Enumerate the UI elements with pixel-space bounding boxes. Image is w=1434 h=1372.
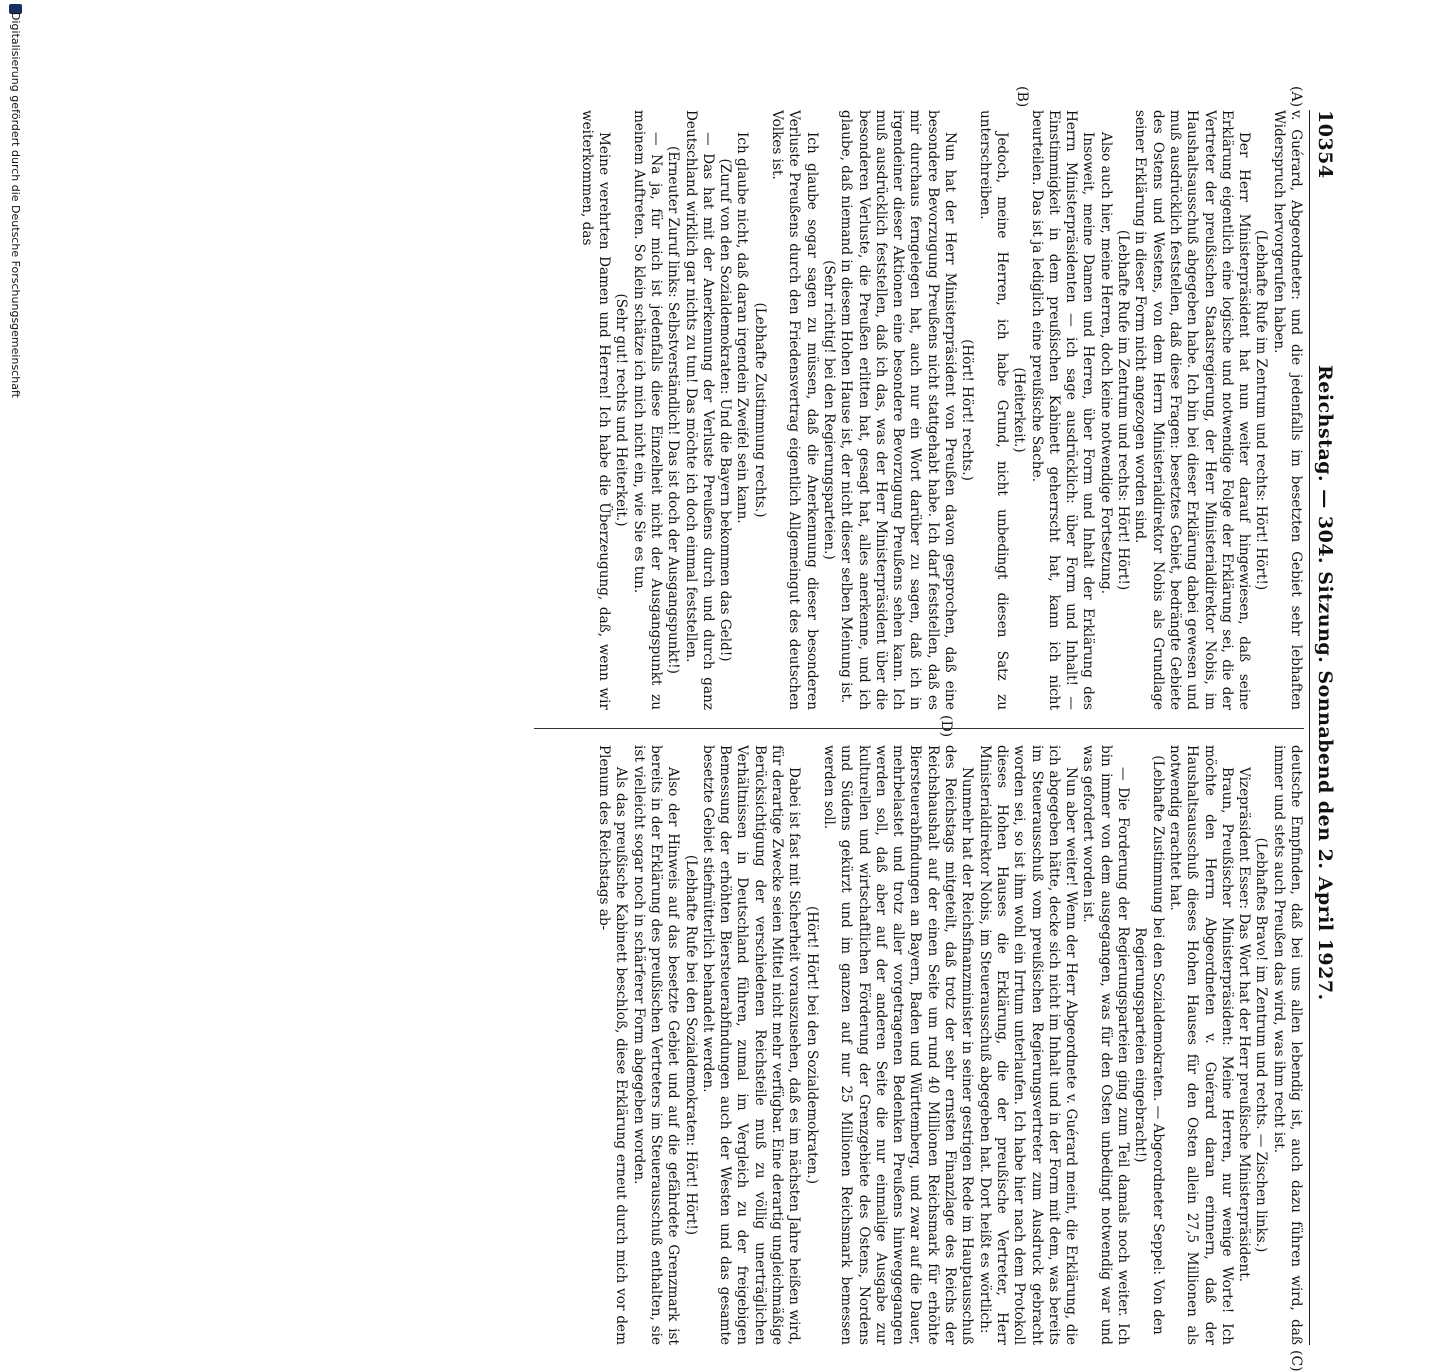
paragraph: Ich glaube sogar sagen zu müssen, daß die Anerkennung dieser besonderen Verluste Preußens durch den Friedensvertrag eigentlich Allgemeingut des deutschen Volkes ist. bbox=[769, 110, 820, 710]
margin-marker-a: (A) bbox=[1288, 86, 1304, 108]
paragraph: Also der Hinweis auf das besetzte Gebiet und auf die gefährdete Grenzmark ist bereits in der Erklärung des preußischen Vertreters im Steuerausschuß enthalten, sie ist vielleicht sogar noch in schärferer Form abgegeben worden. bbox=[630, 745, 682, 1345]
credit-text: Digitalisierung gefördert durch die Deutsche Forschungsgemeinschaft bbox=[9, 12, 22, 398]
paragraph: — Das hat mit der Anerkennung der Verluste Preußens durch und durch ganz Deutschland wirklich gar nichts zu tun! Das möchte ich doch einmal feststellen. bbox=[682, 110, 716, 710]
interjection: (Hört! Hört! bei den Sozialdemokraten.) bbox=[803, 905, 820, 1185]
margin-marker-c: (C) bbox=[1288, 1350, 1304, 1372]
paragraph: Als das preußische Kabinett beschloß, diese Erklärung erneut durch mich vor dem Plenum des Reichstags ab- bbox=[596, 745, 630, 1345]
page-header bbox=[1309, 110, 1338, 1345]
margin-marker-b: (B) bbox=[1014, 86, 1030, 108]
paragraph: Braun, Preußischer Ministerpräsident: Meine Herren, nur wenige Worte! Ich möchte den Herrn Abgeordneten v. Guérard daran erinnern, daß der Haushaltsausschuß dieses Hohen Hauses für den Osten allein 27,5 Millionen als notwendig erachtet hat. bbox=[1166, 745, 1235, 1345]
paragraph: Also auch hier, meine Herren, doch keine notwendige Fortsetzung. bbox=[1097, 132, 1114, 595]
interjection: (Lebhafte Rufe im Zentrum und rechts: Hört! Hört!) bbox=[1115, 229, 1132, 591]
left-column bbox=[534, 110, 1304, 710]
interjection: (Lebhafte Rufe bei den Sozialdemokraten: Hört! Hört!) bbox=[682, 854, 699, 1236]
paragraph: Nun hat der Herr Ministerpräsident von Preußen davon gesprochen, daß eine besondere Bevorzugung Preußens nicht stattgehabt habe. Ich darf feststellen, daß es mir durchaus ferngelegen hat, auch nur ein Wort darüber zu sagen, daß ich in irgendeiner dieser Aktionen eine besondere Bevorzugung Preußens sehen kann. Ich muß ausdrücklich feststellen, daß ich das, was der Herr Ministerpräsident über die besonderen Verluste, die Preußen erlitten hat, gesagt hat, alles anerkenne, und ich glaube, daß niemand in diesem Hohen Hause ist, der nicht dieser selben Meinung ist. bbox=[838, 110, 959, 710]
interjection: (Heiterkeit.) bbox=[1011, 367, 1028, 453]
interjection: (Lebhafte Rufe im Zentrum und rechts: Hört! Hört!) bbox=[1253, 229, 1270, 591]
interjection: (Sehr gut! rechts und Heiterkeit.) bbox=[613, 293, 630, 527]
right-column bbox=[534, 745, 1304, 1345]
interjection: (Lebhaftes Bravo! im Zentrum und rechts. — Zischen links.) bbox=[1253, 837, 1270, 1253]
column-divider bbox=[534, 728, 1304, 729]
quotation: Dabei ist fast mit Sicherheit vorauszusehen, daß es im nächsten Jahre heißen wird, für derartige Zwecke seien Mittel nicht mehr verfügbar. Eine derartig ungleichmäßige Berücksichtigung der verschiedenen Reichsteile muß zu völlig unerträglichen Verhältnissen in Deutschland führen, zumal im Vergleich zu der freigebigen Bemessung der erhöhten Biersteuerabfindungen auch der Westen und das gesamte besetzte Gebiet stiefmütterlich behandelt werden. bbox=[699, 745, 803, 1345]
paragraph: Ich glaube nicht, daß daran irgendein Zweifel sein kann. bbox=[734, 132, 751, 524]
interjection: (Erneuter Zuruf links: Selbstverständlich! Das ist doch der Ausgangspunkt!) bbox=[665, 146, 682, 674]
interjection: (Lebhafte Zustimmung bei den Sozialdemokraten. — Abgeordneter Seppel: Von den Regierungsparteien eingebracht!) bbox=[1132, 755, 1166, 1335]
interjection: (Lebhafte Zustimmung rechts.) bbox=[751, 302, 768, 518]
paragraph: Der Herr Ministerpräsident hat nun weiter darauf hingewiesen, daß seine Erklärung eigentlich eine logische und notwendige Folge der Erklärung sei, die der Vertreter der preußischen Staatsregierung, der Herr Ministerialdirektor Nobis, im Haushaltsausschuß abgegeben habe. Ich bin bei dieser Erklärung dabei gewesen und muß ausdrücklich feststellen, daß diese Fragen: besetztes Gebiet, bedrängte Gebiete des Ostens und Westens, von dem Herrn Ministerialdirektor Nobis als Grundlage seiner Erklärung in dieser Form nicht angezogen worden sind. bbox=[1132, 110, 1253, 710]
quotation: Nunmehr hat der Reichsfinanzminister in seiner gestrigen Rede im Hauptausschuß des Reichstags mitgeteilt, daß trotz der sehr ernsten Finanzlage des Reichs der Reichshaushalt auf der einen Seite um rund 40 Millionen Reichsmark für erhöhte Biersteuerabfindungen an Bayern, Baden und Württemberg, und zwar auf die Dauer, mehrbelastet und trotz aller vorgetragenen Bedenken Preußens hinweggegangen werden soll, daß aber auf der anderen Seite die nur einmalige Ausgabe zur kulturellen und wirtschaftlichen Förderung der Grenzgebiete des Ostens, Nordens und Südens gekürzt und im ganzen auf nur 25 Millionen Reichsmark bemessen werden soll. bbox=[820, 745, 976, 1345]
paragraph: Insoweit, meine Damen und Herren, über Form und Inhalt der Erklärung des Herrn Ministerpräsidenten — ich sage ausdrücklich: über Form und Inhalt! — Einstimmigkeit in dem preußischen Kabinett geherrscht hat, kann ich nicht beurteilen. Das ist ja lediglich eine preußische Sache. bbox=[1028, 110, 1097, 710]
paragraph: — Die Forderung der Regierungsparteien ging zum Teil damals noch weiter. Ich bin immer von dem ausgegangen, was für den Osten unbedingt notwendig war und was gefordert worden ist. bbox=[1080, 745, 1132, 1345]
paragraph: Meine verehrten Damen und Herren! Ich habe die Überzeugung, daß, wenn wir weiterkommen, das bbox=[578, 110, 613, 710]
paragraph: Jedoch, meine Herren, ich habe Grund, nicht unbedingt diesen Satz zu unterschreiben. bbox=[976, 110, 1010, 710]
interjection: (Sehr richtig! bei den Regierungsparteien.) bbox=[820, 260, 837, 560]
paragraph: Nun aber weiter! Wenn der Herr Abgeordnete v. Guérard meint, die Erklärung, die ich abgegeben hätte, decke sich nicht im Inhalt und in der Form mit dem, was bereits im Steuerausschuß vom preußischen Regierungsvertreter zum Ausdruck gebracht worden sei, so ist ihm wohl ein Irrtum unterlaufen. Ich habe hier nach dem Protokoll dieses Hohen Hauses die Erklärung, die der preußische Vertreter, Herr Ministerialdirektor Nobis, im Steuerausschuß abgegeben hat. Dort heißt es wörtlich: bbox=[976, 745, 1080, 1345]
paragraph: — Na ja, für mich ist jedenfalls diese Einzelheit nicht der Ausgangspunkt zu meinem Auftreten. So klein schätze ich mich nicht ein, wie Sie es tun. bbox=[630, 110, 665, 710]
page-number: 10354 bbox=[1314, 110, 1336, 179]
interjection: (Hört! Hört! rechts.) bbox=[959, 339, 976, 481]
margin-marker-d: (D) bbox=[938, 715, 954, 738]
interjection: (Zuruf von den Sozialdemokraten: Und die Bayern bekommen das Geld!) bbox=[717, 158, 734, 662]
paragraph: deutsche Empfinden, daß bei uns allen lebendig ist, auch dazu führen wird, daß immer und stets auch Preußen das wird, was ihm recht ist. bbox=[1270, 745, 1304, 1345]
paragraph: v. Guérard, Abgeordneter: und die jedenfalls im besetzten Gebiet sehr lebhaften Widerspruch hervorgerufen haben. bbox=[1270, 110, 1304, 710]
paragraph: Vizepräsident Esser: Das Wort hat der Herr preußische Ministerpräsident. bbox=[1236, 767, 1253, 1283]
digitization-credit bbox=[6, 0, 22, 1000]
page-title: Reichstag. — 304. Sitzung. Sonnabend den 2. April 1927. bbox=[1314, 365, 1336, 1001]
